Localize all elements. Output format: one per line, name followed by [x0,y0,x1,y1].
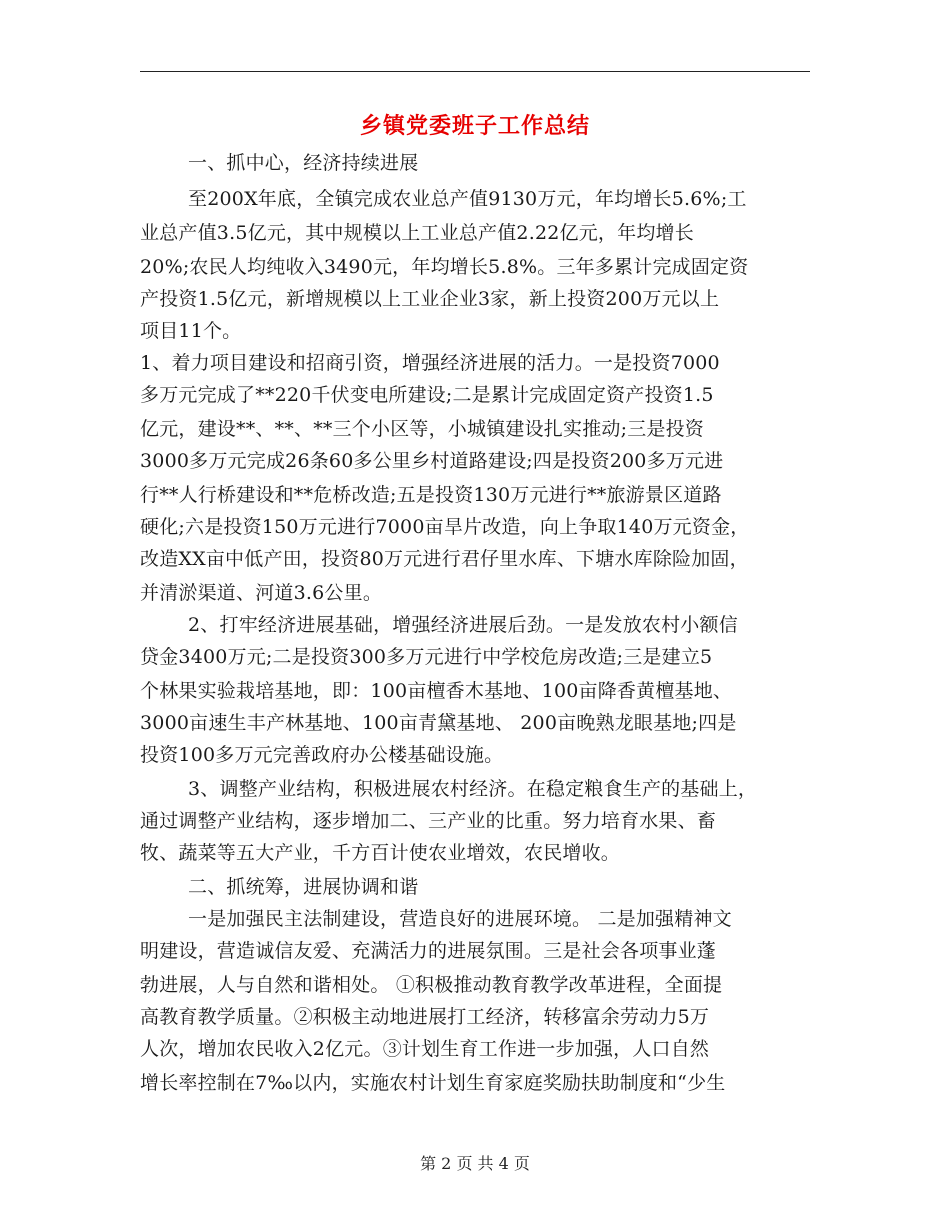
paragraph-line: 牧、蔬菜等五大产业，千方百计使农业增效，农民增收。 [140,842,621,864]
paragraph-line: 并清淤渠道、河道3.6公里。 [140,582,383,604]
paragraph-line: 人次，增加农民收入2亿元。③计划生育工作进一步加强，人口自然 [140,1038,710,1060]
paragraph-line: 一是加强民主法制建设，营造良好的进展环境。 二是加强精神文 [188,908,732,930]
paragraph-line: 勃进展，人与自然和谐相处。 ①积极推动教育教学改革进程，全面提 [140,974,723,996]
header-rule [140,71,810,72]
paragraph-line: 3000亩速生丰产林基地、100亩青黛基地、 200亩晚熟龙眼基地;四是 [140,712,737,734]
document-title: 乡镇党委班子工作总结 [359,113,590,139]
paragraph-line: 行**人行桥建设和**危桥改造;五是投资130万元进行**旅游景区道路 [140,484,722,506]
paragraph-line: 改造XX亩中低产田，投资80万元进行君仔里水库、下塘水库除险加固， [140,548,749,570]
paragraph-line: 投资100多万元完善政府办公楼基础设施。 [140,744,504,766]
paragraph-line: 贷金3400万元;二是投资300多万元进行中学校危房改造;三是建立5 [140,646,713,668]
paragraph-line: 1、着力项目建设和招商引资，增强经济进展的活力。一是投资7000 [140,352,720,374]
paragraph-line: 亿元，建设**、**、**三个小区等，小城镇建设扎实推动;三是投资 [140,418,705,440]
paragraph-line: 个林果实验栽培基地，即：100亩檀香木基地、100亩降香黄檀基地、 [140,680,733,702]
paragraph-line: 3000多万元完成26条60多公里乡村道路建设;四是投资200多万元进 [140,450,724,472]
page-footer: 第 2 页 共 4 页 [420,1154,530,1173]
paragraph-line: 硬化;六是投资150万元进行7000亩旱片改造，向上争取140万元资金， [140,516,750,538]
paragraph-line: 项目11个。 [140,320,242,342]
paragraph-line: 3、调整产业结构，积极进展农村经济。在稳定粮食生产的基础上， [188,778,758,800]
paragraph-line: 多万元完成了**220千伏变电所建设;二是累计完成固定资产投资1.5 [140,384,714,406]
paragraph-line: 明建设，营造诚信友爱、充满活力的进展氛围。三是社会各项事业蓬 [140,940,717,962]
paragraph-line: 高教育教学质量。②积极主动地进展打工经济，转移富余劳动力5万 [140,1006,710,1028]
paragraph-line: 20%;农民人均纯收入3490元，年均增长5.8%。三年多累计完成固定资 [140,256,749,278]
paragraph-line: 通过调整产业结构，逐步增加二、三产业的比重。努力培育水果、畜 [140,810,717,832]
paragraph-line: 至200X年底，全镇完成农业总产值9130万元，年均增长5.6%;工 [188,188,747,210]
paragraph-line: 产投资1.5亿元，新增规模以上工业企业3家，新上投资200万元以上 [140,288,720,310]
paragraph-line: 业总产值3.5亿元，其中规模以上工业总产值2.22亿元，年均增长 [140,222,694,244]
section-heading: 二、抓统筹，进展协调和谐 [188,876,419,898]
paragraph-line: 增长率控制在7‰以内，实施农村计划生育家庭奖励扶助制度和“少生 [140,1072,726,1094]
paragraph-line: 2、打牢经济进展基础，增强经济进展后劲。一是发放农村小额信 [188,614,738,636]
section-heading: 一、抓中心，经济持续进展 [188,152,419,174]
